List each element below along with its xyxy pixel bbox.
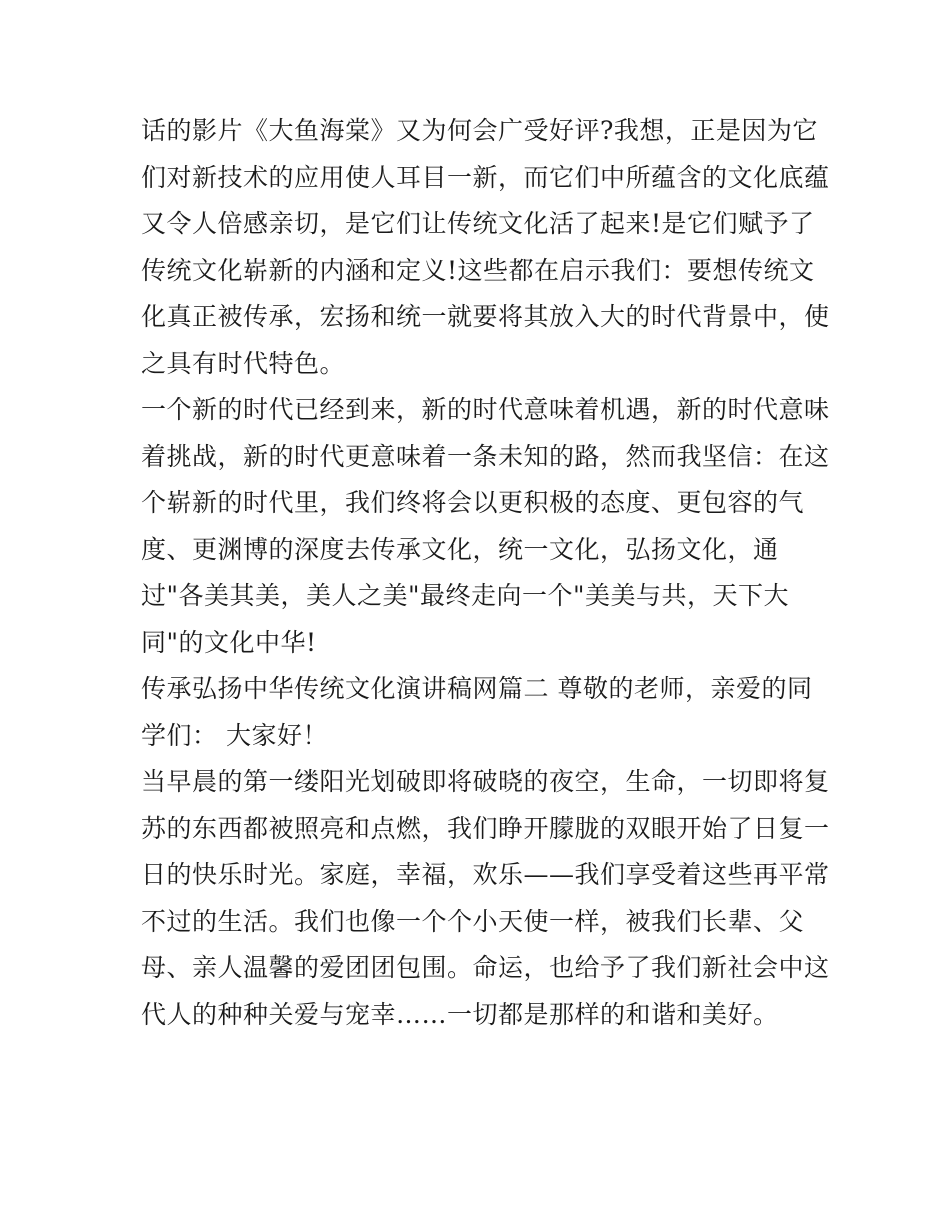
- text-line: 过"各美其美，美人之美"最终走向一个"美美与共，天下大: [141, 581, 789, 610]
- text-line: 个崭新的时代里，我们终将会以更积极的态度、更包容的气: [141, 488, 805, 517]
- text-line: 传统文化崭新的内涵和定义!这些都在启示我们：要想传统文: [141, 255, 815, 285]
- text-line: 当早晨的第一缕阳光划破即将破晓的夜空，生命，一切即将复: [141, 767, 830, 796]
- text-line: 度、更渊博的深度去传承文化，统一文化，弘扬文化，通: [141, 534, 779, 564]
- text-line: 代人的种种关爱与宠幸……一切都是那样的和谐和美好。: [141, 999, 779, 1029]
- text-line: 日的快乐时光。家庭，幸福，欢乐——我们享受着这些再平常: [141, 860, 830, 889]
- text-line: 母、亲人温馨的爱团团包围。命运，也给予了我们新社会中这: [141, 953, 830, 982]
- text-line: 同"的文化中华!: [141, 627, 317, 657]
- text-line: 不过的生活。我们也像一个个小天使一样，被我们长辈、父: [141, 906, 805, 936]
- text-line: 话的影片《大鱼海棠》又为何会广受好评?我想，正是因为它: [141, 116, 818, 145]
- text-line: 之具有时代特色。: [141, 348, 346, 378]
- greeting-line: 学们： 大家好！: [141, 720, 328, 750]
- text-line: 苏的东西都被照亮和点燃，我们睁开朦胧的双眼开始了日复一: [141, 813, 830, 843]
- text-line: 着挑战，新的时代更意味着一条未知的路，然而我坚信：在这: [141, 441, 830, 471]
- text-line: 化真正被传承，宏扬和统一就要将其放入大的时代背景中，使: [141, 302, 830, 331]
- section-heading-line: 传承弘扬中华传统文化演讲稿网篇二 尊敬的老师，亲爱的同: [141, 674, 813, 703]
- text-line: 一个新的时代已经到来，新的时代意味着机遇，新的时代意味: [141, 395, 830, 424]
- document-body: [141, 108, 841, 1038]
- text-line: 们对新技术的应用使人耳目一新，而它们中所蕴含的文化底蕴: [141, 162, 830, 192]
- text-line: 又令人倍感亲切，是它们让传统文化活了起来!是它们赋予了: [141, 209, 815, 238]
